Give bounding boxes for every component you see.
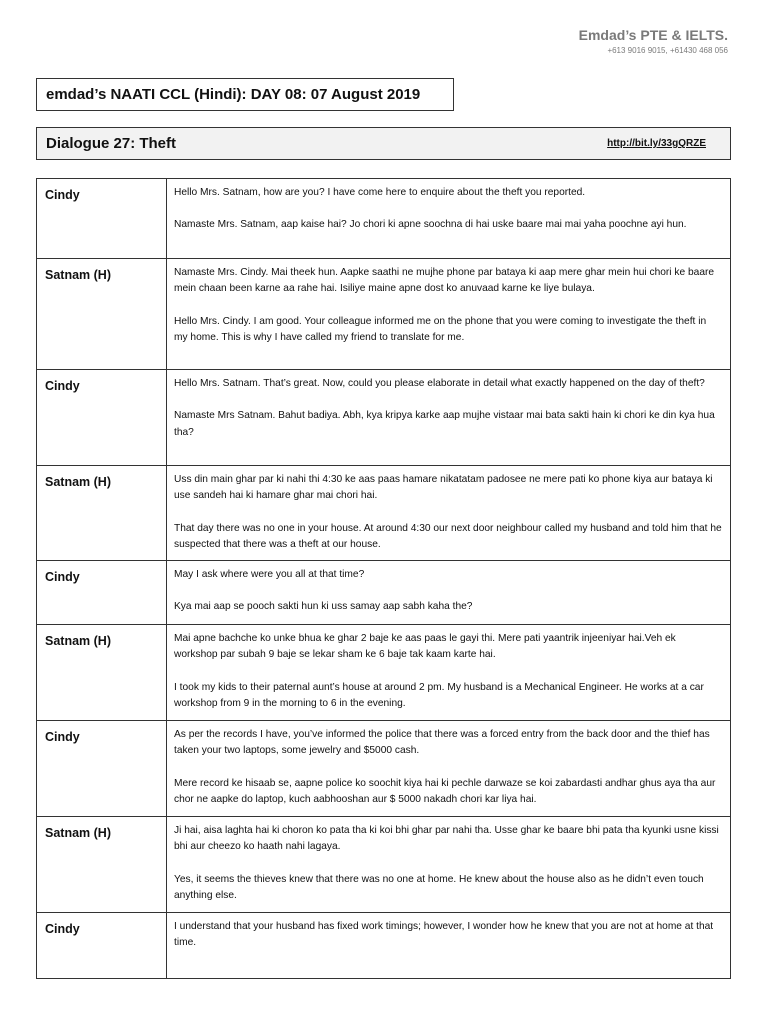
dialogue-line: That day there was no one in your house. At around 4:30 our next door neighbour called my husband and told him that he suspected that there was a theft at our house. [174, 522, 722, 551]
dialogue-title: Dialogue 27: Theft [46, 135, 177, 152]
dialogue-link[interactable]: http://bit.ly/33gQRZE [607, 138, 706, 149]
speaker-cell: Satnam (H) [37, 817, 167, 913]
dialogue-text-cell [167, 466, 731, 561]
dialogue-line: Yes, it seems the thieves knew that there was no one at home. He knew about the house also as he didn’t even touch anything else. [174, 873, 704, 902]
table-row [37, 625, 731, 721]
dialogue-text-cell [167, 625, 731, 721]
dialogue-line: Hello Mrs. Cindy. I am good. Your colleague informed me on the phone that you were coming to investigate the theft in my home. This is why I have called my friend to translate for me. [174, 315, 707, 344]
dialogue-text-cell [167, 370, 731, 466]
dialogue-line: As per the records I have, you’ve informed the police that there was a forced entry from the back door and the thief has taken your two laptops, some jewelry and $5000 cash. [174, 729, 710, 757]
dialogue-text-cell [167, 721, 731, 817]
table-row [37, 259, 731, 370]
brand-name: Emdad’s PTE & IELTS. [578, 27, 728, 43]
table-row [37, 466, 731, 561]
dialogue-line: May I ask where were you all at that time? [174, 569, 365, 580]
brand-phones: +613 9016 9015, +61430 468 056 [607, 46, 728, 55]
dialogue-line: Namaste Mrs Satnam. Bahut badiya. Abh, kya kripya karke aap mujhe vistaar mai bata sakti hain ki chori ke din kya hua tha? [174, 410, 715, 438]
speaker-cell: Satnam (H) [37, 466, 167, 561]
table-row [37, 179, 731, 259]
dialogue-header [36, 127, 731, 160]
dialogue-line: Mere record ke hisaab se, aapne police ko soochit kiya hai ki pechle darwaze se koi zabardasti andhar ghus aya tha aur chor ne aapke do laptop, kuch aabhooshan aur $ 5000 nakadh chori kar liya hai. [174, 777, 716, 806]
speaker-cell: Cindy [37, 913, 167, 979]
dialogue-line: Ji hai, aisa laghta hai ki choron ko pata tha ki koi bhi ghar par nahi tha. Usse ghar ke baare bhi pata tha kyunki usne kissi bhi aur cheezo ko haath nahi lagaya. [174, 825, 719, 853]
speaker-cell: Cindy [37, 721, 167, 817]
dialogue-table [36, 178, 731, 979]
table-row [37, 913, 731, 979]
speaker-cell: Satnam (H) [37, 259, 167, 370]
dialogue-line: Kya mai aap se pooch sakti hun ki uss samay aap sabh kaha the? [174, 601, 473, 613]
dialogue-text-cell [167, 179, 731, 259]
dialogue-line: Hello Mrs. Satnam. That’s great. Now, could you please elaborate in detail what exactly happened on the day of theft? [174, 378, 705, 389]
brand-header [579, 27, 728, 55]
speaker-cell: Cindy [37, 179, 167, 259]
dialogue-line: Hello Mrs. Satnam, how are you? I have come here to enquire about the theft you reported. [174, 187, 586, 198]
speaker-cell: Cindy [37, 370, 167, 466]
table-row [37, 561, 731, 625]
dialogue-line: Uss din main ghar par ki nahi thi 4:30 ke aas paas hamare nikatatam padosee ne mere pati ko phone kiya aur bataya ki use sandeh hai ki hamare ghar mai chori hai. [174, 474, 713, 502]
table-row [37, 370, 731, 466]
table-row [37, 721, 731, 817]
dialogue-line: Namaste Mrs. Satnam, aap kaise hai? Jo chori ki apne soochna di hai uske baare mai mai yaha poochne ayi hun. [174, 219, 687, 231]
dialogue-line: I understand that your husband has fixed work timings; however, I wonder how he knew that you are not at home at that time. [174, 921, 714, 949]
page-title: emdad’s NAATI CCL (Hindi): DAY 08: 07 August 2019 [36, 78, 454, 111]
dialogue-line: Mai apne bachche ko unke bhua ke ghar 2 baje ke aas paas le gayi thi. Mere pati yaantrik injeeniyar hai.Veh ek workshop par subah 9 baje se lekar sham ke 6 baje tak kaam karte hai. [174, 633, 676, 661]
dialogue-text-cell [167, 561, 731, 625]
dialogue-text-cell [167, 259, 731, 370]
dialogue-text-cell [167, 913, 731, 979]
speaker-cell: Cindy [37, 561, 167, 625]
dialogue-text-cell [167, 817, 731, 913]
speaker-cell: Satnam (H) [37, 625, 167, 721]
table-row [37, 817, 731, 913]
dialogue-line: I took my kids to their paternal aunt’s house at around 2 pm. My husband is a Mechanical Engineer. He works at a car workshop from 9 in the morning to 6 in the evening. [174, 681, 704, 710]
dialogue-line: Namaste Mrs. Cindy. Mai theek hun. Aapke saathi ne mujhe phone par bataya ki aap mere ghar mein hui chori ke baare mein chaan been karne aa rahe hai. Isiliye maine apne dost ko anuvaad karne ke liye bulaya. [174, 267, 715, 295]
